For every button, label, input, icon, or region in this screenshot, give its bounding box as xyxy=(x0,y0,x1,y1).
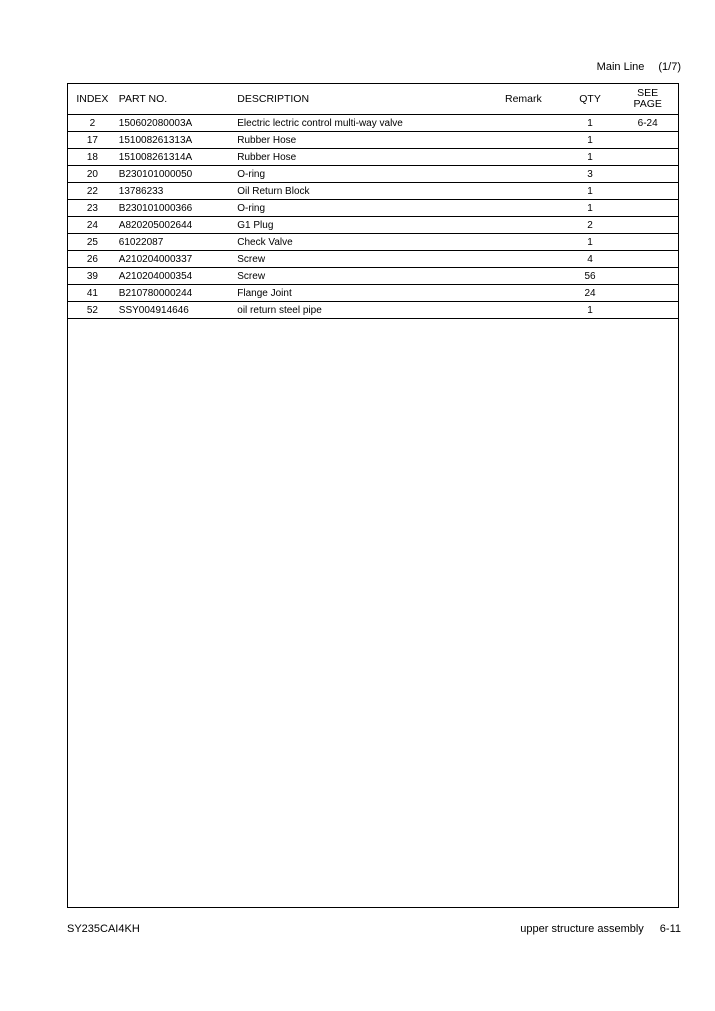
cell-part-no: 150602080003A xyxy=(117,115,237,132)
page-label: PAGE xyxy=(633,98,662,110)
table-row xyxy=(68,183,678,200)
cell-qty: 4 xyxy=(563,251,618,268)
cell-see-page xyxy=(617,183,678,200)
cell-part-no: B230101000050 xyxy=(117,166,237,183)
col-remark-header: Remark xyxy=(505,84,563,115)
cell-part-no: B230101000366 xyxy=(117,200,237,217)
assembly-name: upper structure assembly xyxy=(520,923,644,935)
cell-part-no: A210204000337 xyxy=(117,251,237,268)
parts-list-frame xyxy=(67,83,679,908)
cell-index: 18 xyxy=(68,149,117,166)
table-row xyxy=(68,234,678,251)
cell-see-page xyxy=(617,200,678,217)
cell-index: 26 xyxy=(68,251,117,268)
cell-remark xyxy=(505,115,563,132)
cell-remark xyxy=(505,183,563,200)
cell-qty: 1 xyxy=(563,149,618,166)
cell-remark xyxy=(505,234,563,251)
cell-qty: 56 xyxy=(563,268,618,285)
section-title: Main Line xyxy=(596,61,645,73)
cell-index: 17 xyxy=(68,132,117,149)
cell-part-no: 61022087 xyxy=(117,234,237,251)
parts-table xyxy=(68,84,678,319)
col-part-no-header: PART NO. xyxy=(117,84,237,115)
cell-description: Screw xyxy=(237,268,505,285)
table-row xyxy=(68,217,678,234)
table-row xyxy=(68,302,678,319)
page-number: 6-11 xyxy=(659,923,681,935)
cell-remark xyxy=(505,217,563,234)
cell-qty: 1 xyxy=(563,234,618,251)
cell-see-page xyxy=(617,251,678,268)
cell-part-no: 151008261314A xyxy=(117,149,237,166)
cell-index: 52 xyxy=(68,302,117,319)
table-row xyxy=(68,200,678,217)
cell-remark xyxy=(505,251,563,268)
cell-description: Oil Return Block xyxy=(237,183,505,200)
table-header-row xyxy=(68,84,678,115)
cell-index: 25 xyxy=(68,234,117,251)
table-row xyxy=(68,115,678,132)
model-number: SY235CAI4KH xyxy=(67,923,140,935)
col-index-header: INDEX xyxy=(68,84,117,115)
cell-part-no: 13786233 xyxy=(117,183,237,200)
cell-description: O-ring xyxy=(237,200,505,217)
cell-remark xyxy=(505,285,563,302)
col-see-page-header xyxy=(617,84,678,115)
cell-qty: 1 xyxy=(563,200,618,217)
cell-description: Flange Joint xyxy=(237,285,505,302)
page-fraction: (1/7) xyxy=(658,61,681,73)
cell-remark xyxy=(505,132,563,149)
cell-remark xyxy=(505,268,563,285)
cell-remark xyxy=(505,166,563,183)
cell-see-page xyxy=(617,234,678,251)
cell-part-no: A820205002644 xyxy=(117,217,237,234)
col-description-header: DESCRIPTION xyxy=(237,84,505,115)
table-row xyxy=(68,166,678,183)
cell-remark xyxy=(505,200,563,217)
cell-description: Screw xyxy=(237,251,505,268)
cell-see-page xyxy=(617,166,678,183)
cell-qty: 24 xyxy=(563,285,618,302)
cell-part-no: SSY004914646 xyxy=(117,302,237,319)
cell-description: Rubber Hose xyxy=(237,132,505,149)
cell-index: 2 xyxy=(68,115,117,132)
page-header xyxy=(597,61,681,73)
cell-see-page xyxy=(617,217,678,234)
cell-index: 39 xyxy=(68,268,117,285)
cell-index: 23 xyxy=(68,200,117,217)
cell-see-page xyxy=(617,132,678,149)
cell-see-page xyxy=(617,268,678,285)
table-row xyxy=(68,268,678,285)
cell-index: 24 xyxy=(68,217,117,234)
cell-qty: 1 xyxy=(563,183,618,200)
table-row xyxy=(68,285,678,302)
cell-remark xyxy=(505,302,563,319)
cell-index: 22 xyxy=(68,183,117,200)
cell-qty: 1 xyxy=(563,115,618,132)
cell-see-page xyxy=(617,302,678,319)
cell-description: Electric lectric control multi-way valve xyxy=(237,115,505,132)
page-footer xyxy=(520,923,681,935)
col-qty-header: QTY xyxy=(563,84,618,115)
cell-see-page xyxy=(617,285,678,302)
cell-qty: 1 xyxy=(563,302,618,319)
cell-see-page: 6-24 xyxy=(617,115,678,132)
cell-qty: 2 xyxy=(563,217,618,234)
cell-index: 41 xyxy=(68,285,117,302)
cell-description: G1 Plug xyxy=(237,217,505,234)
cell-remark xyxy=(505,149,563,166)
cell-qty: 3 xyxy=(563,166,618,183)
cell-description: O-ring xyxy=(237,166,505,183)
cell-part-no: 151008261313A xyxy=(117,132,237,149)
cell-description: Rubber Hose xyxy=(237,149,505,166)
see-label: SEE xyxy=(637,87,659,99)
cell-see-page xyxy=(617,149,678,166)
cell-description: Check Valve xyxy=(237,234,505,251)
table-body xyxy=(68,115,678,319)
cell-index: 20 xyxy=(68,166,117,183)
table-row xyxy=(68,132,678,149)
cell-part-no: A210204000354 xyxy=(117,268,237,285)
cell-part-no: B210780000244 xyxy=(117,285,237,302)
table-row xyxy=(68,149,678,166)
cell-qty: 1 xyxy=(563,132,618,149)
cell-description: oil return steel pipe xyxy=(237,302,505,319)
table-row xyxy=(68,251,678,268)
